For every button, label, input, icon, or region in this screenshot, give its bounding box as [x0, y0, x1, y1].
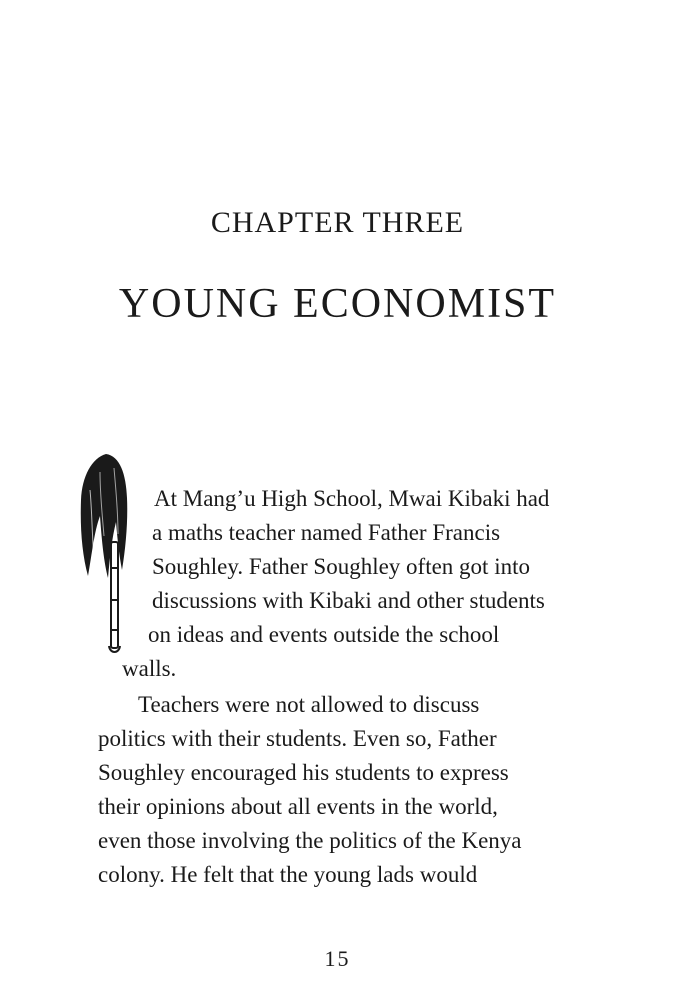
body-line: their opinions about all events in the world, [98, 794, 498, 819]
body-line: walls. [122, 656, 177, 681]
body-line: on ideas and events outside the school [148, 622, 500, 647]
body-line: even those involving the politics of the Kenya [98, 828, 522, 853]
body-line: politics with their students. Even so, Father [98, 726, 497, 751]
body-line: a maths teacher named Father Francis [152, 520, 501, 545]
chapter-title: YOUNG ECONOMIST [118, 281, 557, 327]
body-line: discussions with Kibaki and other students [152, 588, 545, 613]
body-line: Soughley encouraged his students to express [98, 760, 509, 785]
body-line: colony. He felt that the young lads would [98, 862, 478, 887]
body-line: Teachers were not allowed to discuss [138, 692, 480, 717]
page-number: 15 [324, 946, 351, 971]
whisk-drop-cap-icon [78, 450, 130, 660]
body-line: At Mang’u High School, Mwai Kibaki had [154, 486, 550, 511]
chapter-label: CHAPTER THREE [210, 206, 465, 239]
body-line: Soughley. Father Soughley often got into [152, 554, 530, 579]
